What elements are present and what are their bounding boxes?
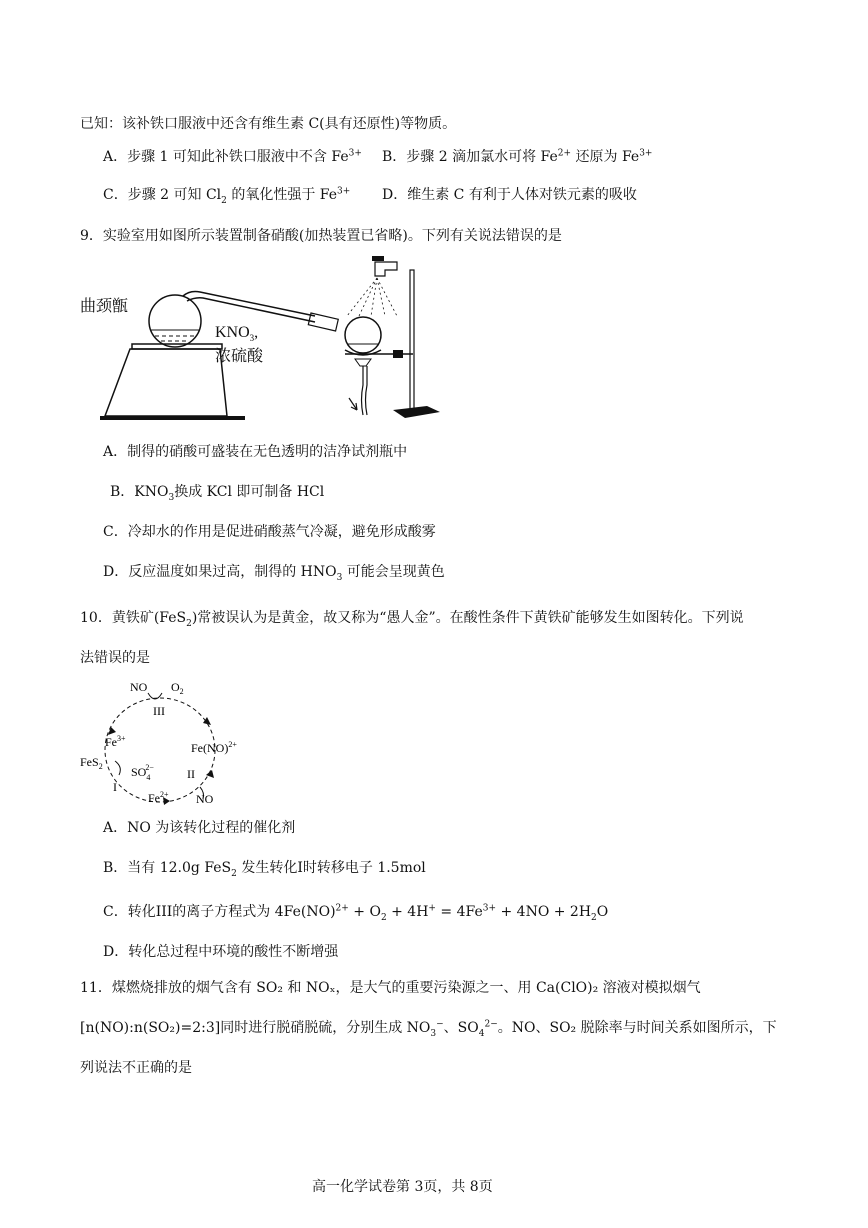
label-o2: $O_2$: [171, 680, 184, 696]
q9-option-a: A．制得的硝酸可盛装在无色透明的洁净试剂瓶中: [103, 444, 408, 460]
page-footer: 高一化学试卷第 3页，共 8页: [312, 1179, 493, 1195]
q8-option-b: B．步骤 2 滴加氯水可将 $Fe^{2+}$ 还原为 $Fe^{3+}$: [382, 148, 653, 165]
q8-option-c: C．步骤 2 可知 $Cl_2$ 的氧化性强于 $Fe^{3+}$: [103, 186, 351, 206]
q10-option-b: B．当有 12.0g FeS$_2$ 发生转化I时转移电子 1.5mol: [103, 860, 426, 879]
label-fe3: $Fe^{3+}$: [105, 734, 126, 749]
q11-stem-line3: 列说法不正确的是: [80, 1060, 192, 1076]
known-intro: 已知：该补铁口服液中还含有维生素 C(具有还原性)等物质。: [80, 116, 457, 132]
q10-option-a: A．NO 为该转化过程的催化剂: [103, 820, 296, 836]
q10-stem-cont: 法错误的是: [80, 650, 150, 666]
q9-stem: 9．实验室用如图所示装置制备硝酸(加热装置已省略)。下列有关说法错误的是: [80, 228, 562, 244]
q11-stem-line2: [n(NO):n(SO₂)=2:3]同时进行脱硝脱硫，分别生成 $NO_3^-$、$SO_4^{2-}$。NO、SO₂ 脱除率与时间关系如图所示，下: [80, 1019, 777, 1039]
label-fes2: FeS$_2$: [80, 755, 103, 771]
q10-option-c: C．转化III的离子方程式为 $4Fe(NO)^{2+} + O_2 + 4H^+ = 4Fe^{3+} + 4NO + 2H_2O$: [103, 903, 609, 923]
q10-option-d: D．转化总过程中环境的酸性不断增强: [103, 944, 339, 960]
label-fe2: $Fe^{2+}$: [148, 790, 169, 805]
label-retort: 曲颈甑: [80, 296, 129, 315]
q10-cycle-diagram: [75, 675, 255, 815]
q10-stem: 10．黄铁矿(FeS$_2$)常被误认为是黄金，故又称为“愚人金”。在酸性条件下黄铁矿能够发生如图转化。下列说: [80, 610, 744, 629]
label-feno: Fe(NO)$^{2+}$: [191, 740, 237, 755]
q9-option-b: B．$KNO_3$换成 KCl 即可制备 HCl: [110, 484, 325, 503]
q9-option-c: C．冷却水的作用是促进硝酸蒸气冷凝，避免形成酸雾: [103, 524, 436, 540]
q8-option-a: A．步骤 1 可知此补铁口服液中不含 $Fe^{3+}$: [103, 148, 362, 165]
q8-option-d: D．维生素 C 有利于人体对铁元素的吸收: [382, 187, 637, 203]
label-no-bottom: NO: [196, 792, 214, 806]
q11-stem-line1: 11．煤燃烧排放的烟气含有 SO₂ 和 NOₓ，是大气的重要污染源之一、用 Ca(ClO)₂ 溶液对模拟烟气: [80, 980, 701, 996]
label-step2: II: [187, 767, 195, 781]
q9-option-d: D．反应温度如果过高，制得的 $HNO_3$ 可能会呈现黄色: [103, 564, 445, 583]
label-kno3: $KNO_3$,: [215, 324, 259, 344]
label-step3: III: [153, 704, 165, 718]
label-sulfuric-acid: 浓硫酸: [215, 346, 264, 365]
label-step1: I: [113, 780, 117, 794]
label-no-top: NO: [130, 680, 148, 694]
q9-apparatus-figure: [75, 250, 455, 430]
label-so4: $SO_42-$: [131, 763, 154, 782]
